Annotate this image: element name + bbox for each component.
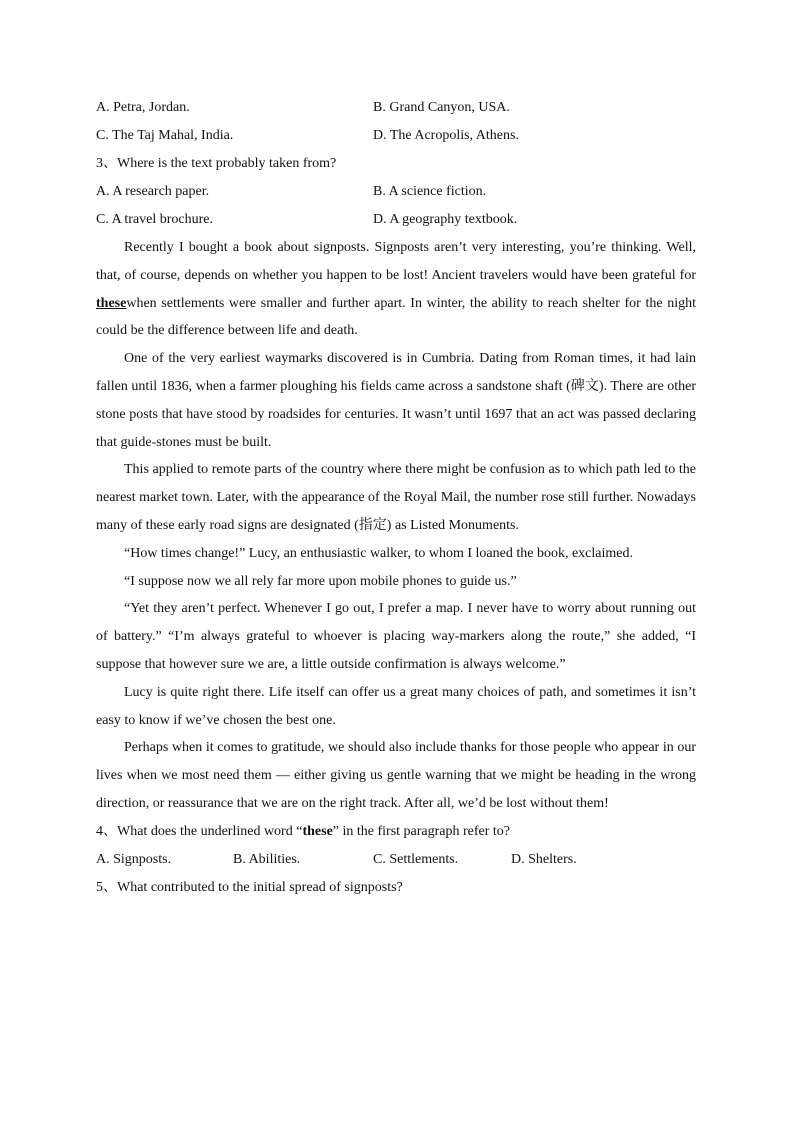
q4-option-a: A. Signposts.: [96, 851, 172, 867]
underlined-word-these: these: [96, 295, 127, 311]
q2-options: [96, 94, 696, 150]
q4-keyword: these: [302, 823, 333, 839]
q4-question-end: ” in the first paragraph refer to?: [332, 823, 511, 839]
q2-option-a: A. Petra, Jordan.: [96, 100, 190, 115]
passage-paragraph-4: “How times change!” Lucy, an enthusiastic walker, to whom I loaned the book, exclaimed.: [124, 545, 633, 561]
paragraph-1-text-end: when settlements were smaller and further apart. In winter, the ability to reach shelter for the night could be the difference between life and death.: [96, 295, 696, 339]
q4-options: [96, 846, 696, 874]
q3-option-a: A. A research paper.: [96, 184, 210, 199]
q3-options: [96, 178, 696, 234]
passage-paragraph-2: One of the very earliest waymarks discovered is in Cumbria. Dating from Roman times, it had lain fallen until 1836, when a farmer ploughing his fields came across a sandstone shaft (碑文). There are other stone posts that have stood by roadsides for centuries. It wasn’t until 1697 that an act was passed declaring that guide-stones must be built.: [96, 351, 696, 450]
q2-option-b: B. Grand Canyon, USA.: [373, 100, 510, 115]
passage-paragraph-5: “I suppose now we all rely far more upon mobile phones to guide us.”: [124, 573, 517, 589]
passage-paragraph-7: Lucy is quite right there. Life itself can offer us a great many choices of path, and sometimes it isn’t easy to know if we’ve chosen the best one.: [96, 684, 696, 728]
reading-passage: [96, 234, 696, 818]
q3-option-c: C. A travel brochure.: [96, 212, 214, 227]
q3-question: 3、Where is the text probably taken from?: [96, 156, 337, 171]
q4-question: [96, 818, 696, 846]
q4-question-start: 4、What does the underlined word “: [96, 823, 303, 839]
q2-option-d: D. The Acropolis, Athens.: [373, 128, 519, 143]
passage-paragraph-1: [96, 234, 696, 345]
passage-paragraph-8: Perhaps when it comes to gratitude, we should also include thanks for those people who appear in our lives when we most need them — either giving us gentle warning that we might be heading in the wrong direction, or reassurance that we are on the right track. After all, we’d be lost without them!: [96, 740, 696, 811]
passage-paragraph-3: This applied to remote parts of the country where there might be confusion as to which path led to the nearest market town. Later, with the appearance of the Royal Mail, the number rose still further. Nowadays many of these early road signs are designated (指定) as Listed Monuments.: [96, 462, 696, 533]
q4-option-b: B. Abilities.: [233, 851, 301, 867]
exam-page: [96, 94, 696, 902]
q3-option-d: D. A geography textbook.: [373, 212, 518, 227]
passage-paragraph-6: “Yet they aren’t perfect. Whenever I go out, I prefer a map. I never have to worry about running out of battery.” “I’m always grateful to whoever is placing way-markers along the route,” she added, “I suppose that however sure we are, a little outside confirmation is always welcome.”: [96, 601, 696, 672]
paragraph-1-text-start: Recently I bought a book about signposts. Signposts aren’t very interesting, you’re thinking. Well, that, of course, depends on whether you happen to be lost! Ancient travelers would have been grateful for: [96, 240, 696, 283]
q2-option-c: C. The Taj Mahal, India.: [96, 128, 234, 143]
q4-option-c: C. Settlements.: [373, 851, 459, 867]
q3-option-b: B. A science fiction.: [373, 184, 487, 199]
q4-option-d: D. Shelters.: [511, 851, 577, 867]
q5-question: 5、What contributed to the initial spread of signposts?: [96, 879, 403, 895]
